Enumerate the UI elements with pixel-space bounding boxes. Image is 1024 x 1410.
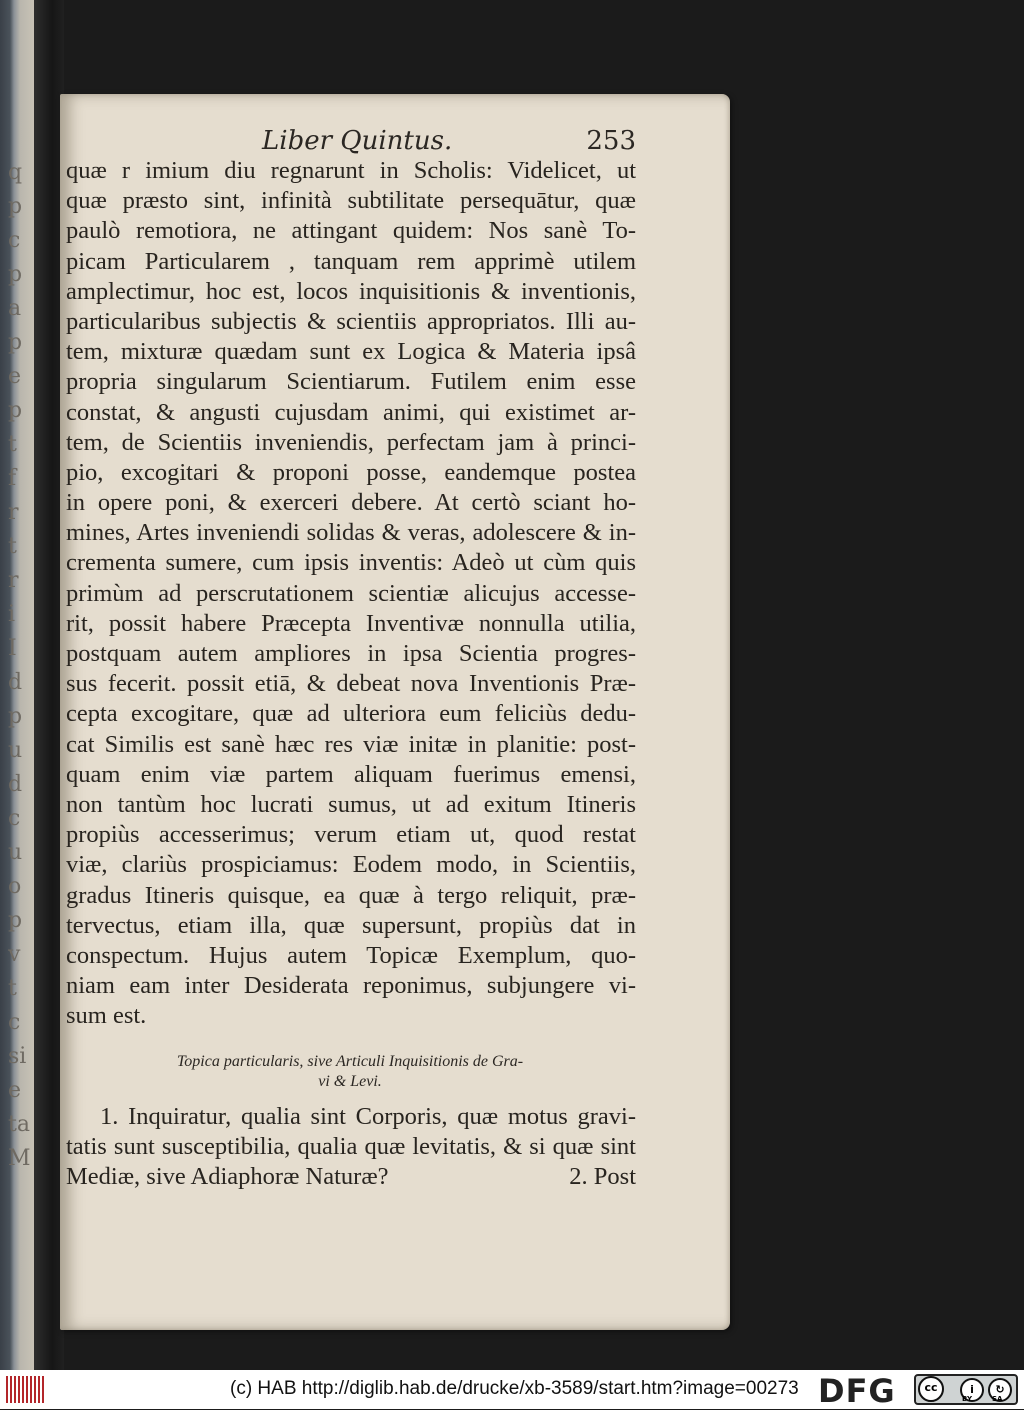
text-line: paulò remotiora, ne attingant quidem: Nos sanè To- (66, 217, 636, 245)
ghost-letter: c (8, 806, 21, 831)
text-line: constat, & angusti cujusdam animi, qui existimet ar- (66, 398, 636, 426)
text-line: conspectum. Hujus autem Topicæ Exemplum, quo- (66, 941, 636, 969)
ghost-letter: p (8, 330, 23, 355)
text-line: pio, excogitari & proponi posse, eandemque postea (66, 458, 636, 486)
text-line: tatis sunt susceptibilia, qualia quæ levitatis, & si quæ sint (66, 1133, 636, 1161)
ghost-letter: p (8, 908, 23, 933)
license-label-by: BY (962, 1395, 973, 1403)
ghost-letter: p (8, 398, 23, 423)
text-line: tervectus, etiam illa, quæ supersunt, propiùs dat in (66, 911, 636, 939)
text-line: quæ præsto sint, infinità subtilitate persequātur, quæ (66, 187, 636, 215)
license-badge[interactable] (914, 1374, 1018, 1405)
ghost-letter: r (8, 568, 19, 593)
text-line: Mediæ, sive Adiaphoræ Naturæ? (66, 1163, 389, 1191)
ghost-letter: d (8, 772, 23, 797)
license-label-sa: SA (992, 1395, 1003, 1403)
text-line: picam Particularem , tanquam rem apprimè utilem (66, 247, 636, 275)
text-line: cat Similis est sanè hæc res viæ initæ in planitie: post- (66, 730, 636, 758)
ghost-letter: t (8, 432, 17, 457)
ghost-letter: si (8, 1044, 27, 1069)
ghost-letter: p (8, 194, 23, 219)
text-line: crementa sumere, cum ipsis inventis: Adeò ut cùm quis (66, 549, 636, 577)
text-line: primùm ad perscrutationem scientiæ alicujus accesse- (66, 579, 636, 607)
text-line: postquam autem ampliores in ipsa Scientia progres- (66, 640, 636, 667)
ghost-letter: ta (8, 1112, 30, 1137)
cc-icon: cc (918, 1376, 944, 1402)
text-line: sus fecerit. possit etiā, & debeat nova Inventionis Præ- (66, 670, 636, 698)
text-line: particularibus subjectis & scientiis appropriatos. Illi au- (66, 307, 636, 335)
text-line: mines, Artes inveniendi solidas & veras, adolescere & in- (66, 519, 636, 547)
section-subheading (100, 1052, 600, 1092)
ghost-letter: I (8, 636, 17, 661)
by-icon: i (960, 1378, 984, 1402)
ghost-letter: v (8, 942, 21, 967)
ghost-letter: c (8, 1010, 21, 1035)
text-line: non tantùm hoc lucrati sumus, ut ad exitum Itineris (66, 790, 636, 818)
ghost-letter: p (8, 262, 23, 287)
ghost-letter: q (8, 160, 23, 185)
dfg-logo: DFG (818, 1372, 896, 1410)
text-line: rit, possit habere Præcepta Inventivæ nonnulla utilia, (66, 609, 636, 637)
ghost-letter: M (8, 1146, 31, 1171)
text-line: 2. Post (569, 1163, 636, 1191)
ghost-letter: t (8, 534, 17, 559)
ghost-letter: d (8, 670, 23, 695)
ghost-letter: u (8, 738, 23, 763)
ghost-letter: o (8, 874, 22, 899)
ghost-letter: f (8, 466, 17, 491)
text-line: propria singularum Scientiarum. Futilem enim esse (66, 368, 636, 396)
text-line: gradus Itineris quisque, ea quæ à tergo reliquit, præ- (66, 881, 636, 909)
text-line: sum est. (66, 1002, 147, 1030)
text-line: propiùs accesserimus; verum etiam ut, quod restat (66, 821, 636, 849)
text-line: viæ, clariùs prospiciamus: Eodem modo, in Scientiis, (66, 851, 636, 879)
subheading-line: vi & Levi. (318, 1073, 382, 1090)
page-number: 253 (586, 126, 636, 156)
ghost-letter: p (8, 704, 23, 729)
text-line: quam enim viæ partem aliquam fuerimus emensi, (66, 760, 636, 788)
text-line: in opere poni, & exerceri debere. At certò sciant ho- (66, 489, 636, 517)
viewer-footer (0, 1370, 1024, 1409)
running-head: Liber Quintus. (262, 126, 453, 156)
barcode-icon (6, 1376, 46, 1403)
text-line: niam eam inter Desiderata reponimus, subjungere vi- (66, 972, 636, 1000)
body-text (66, 156, 636, 1031)
text-line: quæ r imium diu regnarunt in Scholis: Videlicet, ut (66, 157, 636, 184)
text-line: cepta excogitare, quæ ad ulteriora eum feliciùs dedu- (66, 700, 636, 728)
ghost-letter: e (8, 1078, 22, 1103)
ghost-letter: i (8, 602, 16, 627)
ghost-letter: r (8, 500, 19, 525)
text-line: amplectimur, hoc est, locos inquisitionis & inventionis, (66, 277, 636, 305)
subheading-line: Topica particularis, sive Articuli Inquisitionis de Gra- (176, 1053, 524, 1070)
citation-link[interactable]: (c) HAB http://diglib.hab.de/drucke/xb-3589/start.htm?image=00273 (230, 1378, 799, 1399)
inquiry-list (66, 1102, 636, 1192)
text-line: tem, de Scientiis inveniendis, perfectam jam à princi- (66, 428, 636, 456)
ghost-letter: c (8, 228, 21, 253)
ghost-letter: a (8, 296, 22, 321)
text-line: 1. Inquiratur, qualia sint Corporis, quæ motus gravi- (100, 1103, 636, 1130)
ghost-letter: u (8, 840, 23, 865)
text-line: tem, mixturæ quædam sunt ex Logica & Materia ipsâ (66, 338, 636, 366)
sa-icon: ↻ (988, 1378, 1012, 1402)
ghost-letter: t (8, 976, 17, 1001)
ghost-letter: e (8, 364, 22, 389)
